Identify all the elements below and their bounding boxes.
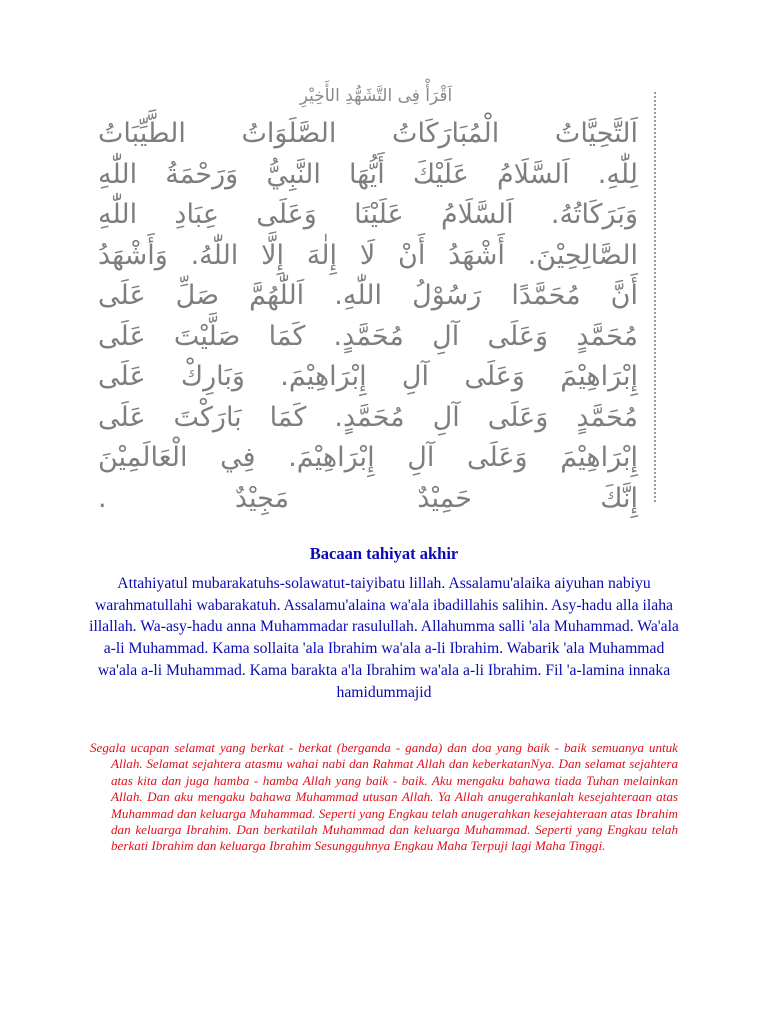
arabic-line: وَبَرَكَاتُهُ. اَلسَّلَامُ عَلَيْنَا وَعَلَى عِبَادِ اللّٰهِ — [98, 199, 638, 230]
arabic-text-image — [86, 86, 656, 514]
arabic-line: مُحَمَّدٍ وَعَلَى آلِ مُحَمَّدٍ. كَمَا بَارَكْتَ عَلَى — [98, 401, 638, 433]
arabic-heading: اَقْرَأْ فِى التَّشَهُّدِ الأَخِيْرِ — [299, 86, 453, 106]
image-right-border — [654, 92, 656, 502]
arabic-line: لِلّٰهِ. اَلسَّلَامُ عَلَيْكَ أَيُّهَا النَّبِيُّ وَرَحْمَةُ اللّٰهِ — [98, 158, 638, 190]
arabic-line: إِنَّكَ حَمِيْدٌ مَجِيْدٌ . — [98, 482, 638, 514]
arabic-line: الصَّالِحِيْنَ. أَشْهَدُ أَنْ لَا إِلٰهَ إِلَّا اللّٰهُ. وَأَشْهَدُ — [98, 239, 638, 271]
transliteration-paragraph: Attahiyatul mubarakatuhs-solawatut-taiyibatu lillah. Assalamu'alaika aiyuhan nabiyu warahmatullahi wabarakatuh. Assalamu'alaina wa'ala ibadillahis salihin. Asy-hadu alla ilaha illallah. Wa-asy-hadu anna Muhammadar rasulullah. Allahumma salli 'ala Muhammad. Wa'ala a-li Muhammad. Kama sollaita 'ala Ibrahim wa'ala a-li Ibrahim. Wabarik 'ala Muhammad wa'ala a-li Muhammad. Kama barakta a'la Ibrahim wa'ala a-li Ibrahim. Fil 'a-lamina innaka hamidummajid — [89, 575, 679, 701]
translation-paragraph: Segala ucapan selamat yang berkat - berkat (berganda - ganda) dan doa yang baik - baik semuanya untuk Allah. Selamat sejahtera atasmu wahai nabi dan Rahmat Allah dan keberkatanNya. Dan selamat sejahtera atas kita dan juga hamba - hamba Allah yang baik - baik. Aku mengaku bahawa tiada Tuhan melainkan Allah. Dan aku mengaku bahawa Muhammad utusan Allah. Ya Allah anugerahkanlah kesejahteraan atas Muhammad dan keluarga Muhammad. Seperti yang Engkau telah anugerahkan kesejahteraan atas Ibrahim dan keluarga Ibrahim. Dan berkatilah Muhammad dan keluarga Muhammad. Seperti yang Engkau telah berkati Ibrahim dan keluarga Ibrahim Sesungguhnya Engkau Maha Terpuji lagi Maha Tinggi. — [90, 740, 678, 854]
arabic-line: إِبْرَاهِيْمَ وَعَلَى آلِ إِبْرَاهِيْمَ. فِي الْعَالَمِيْنَ — [98, 442, 638, 473]
arabic-line: مُحَمَّدٍ وَعَلَى آلِ مُحَمَّدٍ. كَمَا صَلَّيْتَ عَلَى — [98, 320, 638, 352]
arabic-line: اَلتَّحِيَّاتُ الْمُبَارَكَاتُ الصَّلَوَاتُ الطَّيِّبَاتُ — [98, 118, 638, 149]
section-title: Bacaan tahiyat akhir — [309, 544, 459, 563]
arabic-line: أَنَّ مُحَمَّدًا رَسُوْلُ اللّٰهِ. اَللّٰهُمَّ صَلِّ عَلَى — [98, 280, 638, 311]
arabic-text-lines — [98, 114, 638, 519]
arabic-line: إِبْرَاهِيْمَ وَعَلَى آلِ إِبْرَاهِيْمَ. وَبَارِكْ عَلَى — [98, 361, 638, 392]
